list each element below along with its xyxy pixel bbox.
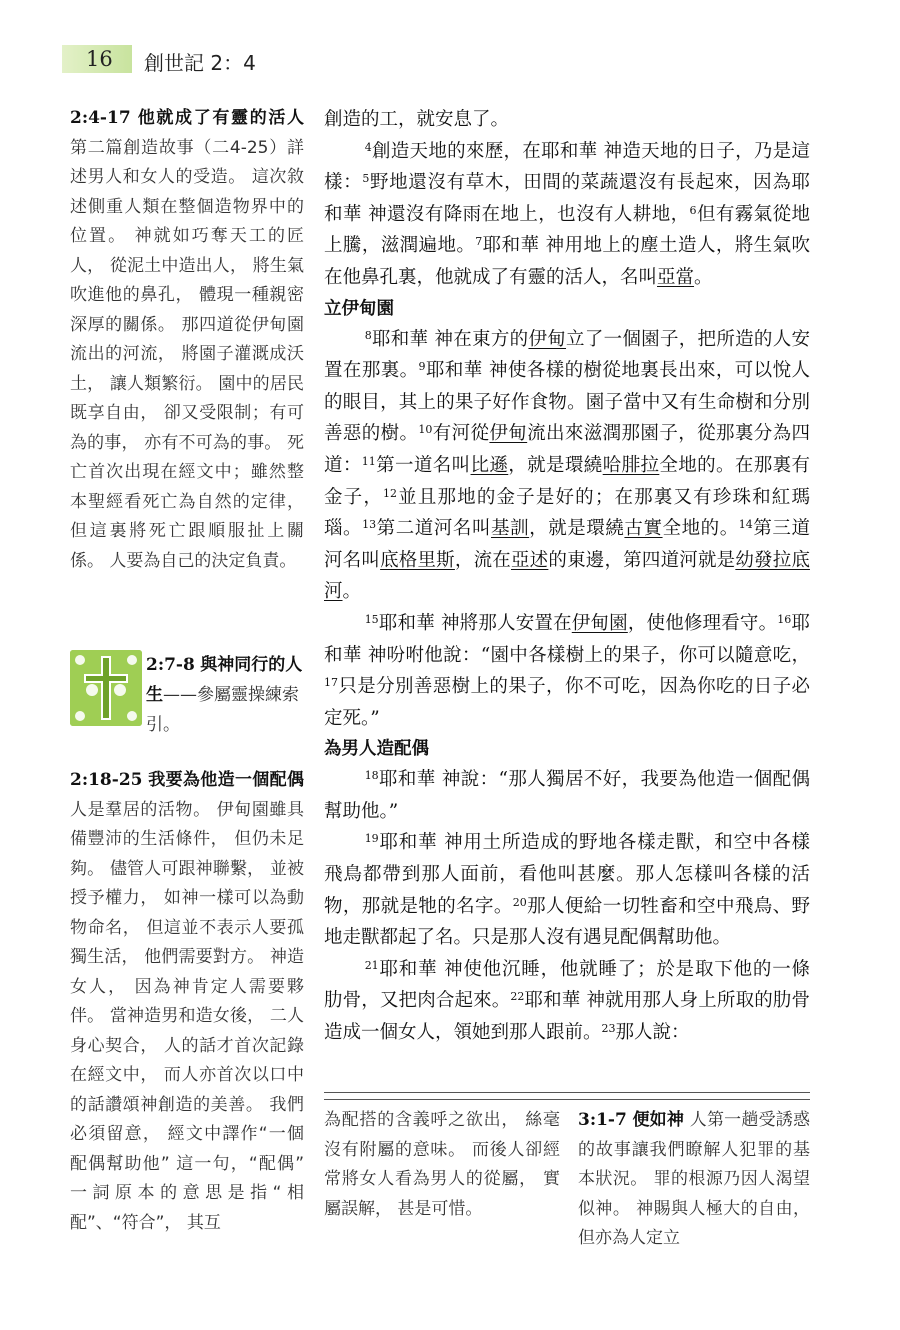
guide-reference: 2:7-8: [146, 655, 195, 675]
verse-text: 並且那地的金子是好的；在那裏又有珍珠和紅瑪瑙。: [324, 486, 810, 540]
note-reference: 2:18-25: [70, 770, 143, 790]
study-note-2-18-25-continued: [324, 1106, 560, 1224]
study-note-2-4-17: [70, 104, 304, 576]
proper-name: 比遜: [470, 454, 509, 476]
note-title: 我要為他造一個配偶: [148, 770, 304, 790]
scripture-column: [324, 104, 810, 1049]
verse-text: 但有霧氣從地上騰，滋潤遍地。: [324, 203, 810, 257]
verse-text: 耶和華 神使他沉睡，他就睡了；於是取下他的一條肋骨，又把肉合起來。: [324, 958, 810, 1012]
proper-name: 幼發拉底河: [324, 549, 810, 603]
page-number-tab: [62, 45, 132, 73]
note-body: 為配搭的含義呼之欲出， 絲毫沒有附屬的意味。 而後人卻經常將女人看為男人的從屬， 實屬誤解， 甚是可惜。: [324, 1110, 560, 1219]
note-body: 人第一趟受誘惑的故事讓我們瞭解人犯罪的基本狀況。 罪的根源乃因人渴望似神。 神賜與人極大的自由， 但亦為人定立: [578, 1110, 811, 1248]
proper-name: 古實: [624, 518, 663, 540]
verse-number: 13: [362, 518, 377, 532]
note-reference: 3:1-7: [578, 1110, 627, 1130]
note-body: 人是羣居的活物。 伊甸園雖具備豐沛的生活條件， 但仍未足夠。 儘管人可跟神聯繫， 並被授予權力， 如神一樣可以為動物命名， 但這並不表示人要孤獨生活， 他們需要對方。 神造女人， 因為神肯定人需要夥伴。 當神造男和造女後， 二人身心契合， 人的話才首次記錄在經文中， 而人亦首次以口中的話讚頌神創造的美善。 我們必須留意， 經文中譯作“一個配偶幫助他” 這一句，“配偶” 一詞原本的意思是指“相配”、“符合”， 其互: [70, 799, 304, 1233]
scripture-paragraph: [324, 608, 810, 734]
verse-text: ，使他修理看守。: [627, 612, 778, 634]
verse-number: 21: [364, 958, 379, 972]
verse-text: 全地的。在那裏有金子，: [324, 454, 810, 508]
proper-name: 伊甸園: [571, 612, 628, 634]
verse-text: 耶和華 神使各樣的樹從地裏長出來，可以悅人的眼目，其上的果子好作食物。園子當中又有生命樹和分別善惡的樹。: [324, 360, 810, 445]
verse-number: 12: [383, 486, 397, 500]
verse-text: 耶和華 神用地上的塵土造人，將生氣吹在他鼻孔裏，他就成了有靈的活人，名叫: [324, 235, 810, 288]
verse-text: 耶和華 神將那人安置在: [378, 612, 572, 634]
verse-number: 15: [364, 612, 379, 626]
guide-body: ——參屬靈操練索引。: [146, 685, 299, 735]
verse-text: 立了一個園子，把所造的人安置在那裏。: [324, 328, 810, 382]
note-title: 便如神: [632, 1110, 685, 1130]
proper-name: 亞述: [510, 549, 549, 571]
scripture-paragraph: [324, 136, 810, 294]
verse-number: 6: [689, 203, 697, 217]
verse-number: 4: [364, 140, 372, 154]
verse-text: 第二道河名叫: [376, 518, 492, 540]
verse-text: 耶和華 神在東方的: [371, 328, 529, 350]
verse-text: 那人便給一切牲畜和空中飛鳥、野地走獸都起了名。只是那人沒有遇見配偶幫助他。: [324, 895, 810, 949]
double-rule-divider: [324, 1092, 810, 1100]
verse-text: 第三道河名叫: [324, 518, 810, 571]
study-guide-box: [70, 650, 304, 735]
scripture-paragraph: [324, 827, 810, 953]
verse-text: 耶和華 神說：“那人獨居不好，我要為他造一個配偶幫助他。”: [324, 769, 810, 822]
section-heading: 立伊甸園: [324, 298, 394, 319]
verse-number: 23: [601, 1022, 616, 1036]
proper-name: 亞當: [657, 266, 695, 288]
verse-text: 有河從: [432, 423, 490, 445]
verse-text: 耶和華 神吩咐他說：“園中各樣樹上的果子，你可以隨意吃，: [324, 612, 810, 666]
verse-number: 20: [512, 895, 527, 909]
verse-text: 創造天地的來歷，在耶和華 神造天地的日子，乃是這樣：: [324, 140, 810, 194]
proper-name: 哈腓拉: [602, 454, 660, 476]
proper-name: 基訓: [491, 518, 530, 540]
verse-text: 。: [342, 581, 362, 603]
verse-text: 流出來滋潤那園子，從那裏分為四道：: [324, 423, 810, 476]
verse-number: 22: [510, 990, 525, 1004]
page-header: [62, 45, 900, 73]
scripture-paragraph: [324, 764, 810, 827]
study-note-3-1-7: [578, 1106, 810, 1254]
verse-text: 第一道名叫: [375, 454, 471, 476]
note-reference: 2:4-17: [70, 108, 131, 128]
verse-number: 18: [364, 769, 379, 783]
verse-text: 全地的。: [662, 518, 739, 540]
verse-number: 9: [418, 360, 426, 374]
verse-number: 11: [361, 454, 376, 468]
verse-text: 耶和華 神就用那人身上所取的肋骨造成一個女人，領她到那人跟前。: [324, 990, 810, 1044]
verse-number: 7: [475, 235, 483, 249]
page-number: 16: [86, 47, 113, 71]
proper-name: 伊甸: [489, 423, 528, 445]
verse-text: 。: [694, 266, 713, 288]
verse-number: 10: [418, 423, 433, 437]
note-body: 第二篇創造故事（二4-25）詳述男人和女人的受造。 這次敘述側重人類在整個造物界中的位置。 神就如巧奪天工的匠人， 從泥土中造出人， 將生氣吹進他的鼻孔， 體現一種親密深厚的關係。 那四道從伊甸園流出的河流， 將園子灌溉成沃土， 讓人類繁衍。 園中的居民既享自由， 卻又受限制；有可為的事， 亦有不可為的事。 死亡首次出現在經文中；雖然整本聖經看死亡為自然的定律， 但這裏將死亡跟順服扯上關係。 人要為自己的決定負責。: [70, 137, 304, 571]
verse-text: ，流在: [454, 549, 511, 571]
verse-text: 那人說：: [615, 1022, 690, 1044]
verse-number: 8: [364, 328, 372, 342]
verse-number: 16: [777, 612, 792, 626]
verse-number: 19: [364, 832, 379, 846]
verse-text: 耶和華 神用土所造成的野地各樣走獸，和空中各樣飛鳥都帶到那人面前，看他叫甚麼。那人怎樣叫各樣的活物，那就是牠的名字。: [324, 832, 810, 917]
verse-number: 5: [362, 172, 370, 186]
proper-name: 底格里斯: [380, 549, 455, 571]
verse-text: 野地還沒有草木，田間的菜蔬還沒有長起來，因為耶和華 神還沒有降雨在地上，也沒有人耕地，: [324, 172, 810, 225]
running-head: 創世記 2：4: [144, 51, 256, 75]
guide-title: 與神同行的人生: [146, 655, 303, 705]
guide-text: [146, 650, 304, 740]
proper-name: 伊甸: [528, 328, 567, 350]
verse-text: 創造的工，就安息了。: [324, 109, 510, 130]
prayer-hands-cross-icon: [70, 650, 142, 726]
scripture-paragraph: [324, 104, 810, 136]
scripture-paragraph: [324, 324, 810, 608]
note-title: 他就成了有靈的活人: [137, 108, 305, 128]
section-heading: 為男人造配偶: [324, 739, 429, 760]
verse-text: 只是分別善惡樹上的果子，你不可吃，因為你吃的日子必定死。”: [324, 676, 810, 729]
verse-text: ，就是環繞: [529, 518, 625, 540]
verse-text: 的東邊，第四道河就是: [548, 549, 736, 571]
verse-text: ，就是環繞: [508, 454, 603, 476]
verse-number: 14: [738, 518, 753, 532]
verse-number: 17: [324, 676, 338, 690]
scripture-paragraph: [324, 954, 810, 1049]
study-note-2-18-25: [70, 766, 304, 1238]
